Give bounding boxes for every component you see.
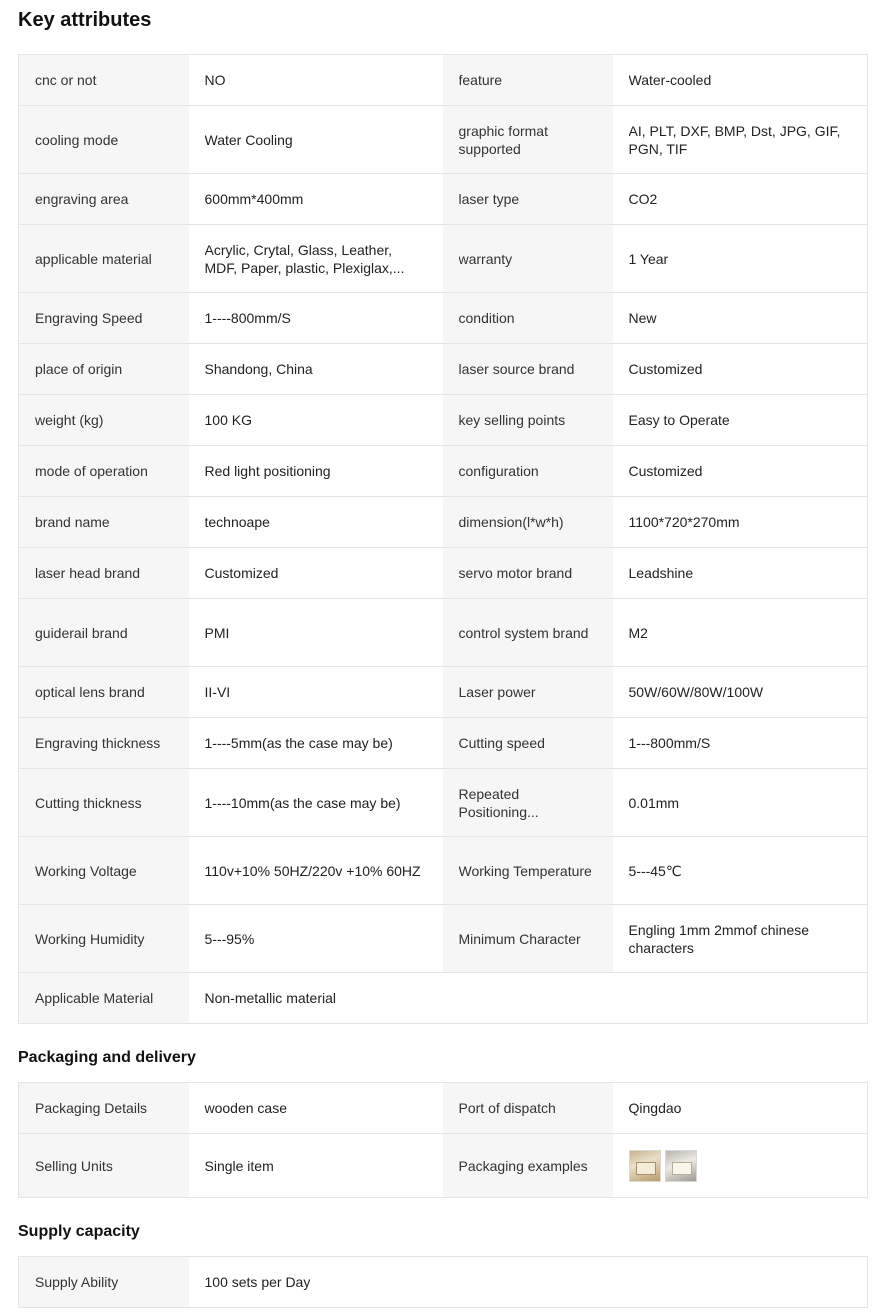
- packaging-examples-cell: [613, 1134, 868, 1198]
- attribute-label-text: Working Temperature: [458, 862, 592, 879]
- attribute-value: [189, 344, 443, 395]
- attribute-value-text: Easy to Operate: [628, 412, 730, 428]
- attribute-label: [443, 667, 613, 718]
- attribute-value: [613, 497, 868, 548]
- table-row: [19, 769, 868, 837]
- attribute-value-text: II-VI: [204, 684, 231, 700]
- attribute-label-text: Working Humidity: [35, 930, 145, 947]
- attribute-label-text: condition: [458, 310, 515, 326]
- attribute-value-text: Customized: [628, 463, 703, 479]
- attribute-value: [189, 667, 443, 718]
- attribute-label: [19, 106, 189, 174]
- attribute-label-text: Repeated Positioning...: [458, 785, 539, 820]
- packaging-table: [18, 1082, 868, 1198]
- table-row: [19, 1134, 868, 1198]
- attribute-label: [19, 667, 189, 718]
- attribute-value: [189, 293, 443, 344]
- attribute-label: [443, 225, 613, 293]
- attribute-label: [19, 769, 189, 837]
- attribute-value: [613, 599, 868, 667]
- attribute-value-text: 600mm*400mm: [204, 191, 304, 207]
- attribute-value-text: Non-metallic material: [204, 990, 336, 1006]
- attribute-label-text: cnc or not: [35, 72, 97, 88]
- attribute-value: [613, 667, 868, 718]
- attribute-value: [613, 446, 868, 497]
- attribute-label: [443, 769, 613, 837]
- attribute-value-text: PMI: [204, 624, 230, 641]
- table-row: [19, 1257, 868, 1308]
- attribute-label: [19, 599, 189, 667]
- attribute-value: [189, 905, 443, 973]
- table-row: [19, 718, 868, 769]
- table-row: [19, 446, 868, 497]
- attribute-value: [189, 548, 443, 599]
- table-row: [19, 599, 868, 667]
- attribute-value: [189, 106, 443, 174]
- attribute-label: [19, 344, 189, 395]
- attribute-label: [19, 446, 189, 497]
- attribute-value-text: New: [628, 310, 657, 326]
- table-row: [19, 344, 868, 395]
- attribute-label-text: Working Voltage: [35, 862, 137, 879]
- attribute-label-text: weight (kg): [35, 412, 104, 428]
- attribute-label-text: dimension(l*w*h): [458, 514, 564, 530]
- attribute-value: [189, 225, 443, 293]
- attribute-label: [443, 446, 613, 497]
- attribute-value: [189, 973, 868, 1024]
- attribute-value-text: Water-cooled: [628, 72, 712, 88]
- attribute-label-text: configuration: [458, 463, 539, 479]
- supply-table: [18, 1256, 868, 1308]
- attribute-value: [189, 497, 443, 548]
- attribute-value: [189, 395, 443, 446]
- table-row: [19, 837, 868, 905]
- key-attributes-table: [18, 54, 868, 1024]
- attribute-label-text: place of origin: [35, 361, 123, 377]
- attribute-value: [613, 225, 868, 293]
- attribute-value: [189, 718, 443, 769]
- attribute-value-text: 1---800mm/S: [628, 735, 711, 751]
- attribute-label-text: laser type: [458, 191, 520, 207]
- attribute-label-text: optical lens brand: [35, 684, 145, 700]
- table-row: [19, 1083, 868, 1134]
- table-row: [19, 225, 868, 293]
- attribute-label-text: Laser power: [458, 684, 536, 700]
- attribute-label: [443, 548, 613, 599]
- attribute-value: [189, 446, 443, 497]
- attribute-label-text: Cutting speed: [458, 735, 545, 751]
- attribute-label: Packaging examples: [443, 1134, 613, 1198]
- attribute-value-text: 5---95%: [204, 930, 255, 947]
- attribute-label: [19, 973, 189, 1024]
- attribute-value-text: NO: [204, 72, 226, 88]
- attribute-value-text: Engling 1mm 2mmof chinese characters: [628, 921, 810, 956]
- attribute-value: [189, 599, 443, 667]
- attribute-label: [443, 905, 613, 973]
- attribute-value: Single item: [189, 1134, 443, 1198]
- attribute-value: [613, 905, 868, 973]
- attribute-value-text: Customized: [628, 361, 703, 377]
- table-row: [19, 905, 868, 973]
- attribute-label: [443, 106, 613, 174]
- attribute-value-text: 1----10mm(as the case may be): [204, 794, 401, 811]
- attribute-value: [613, 718, 868, 769]
- attribute-label-text: warranty: [458, 250, 513, 267]
- attribute-value-text: 1----800mm/S: [204, 310, 291, 326]
- attribute-label: [443, 395, 613, 446]
- attribute-label: [19, 497, 189, 548]
- attribute-value-text: M2: [628, 624, 648, 641]
- attribute-label: [443, 344, 613, 395]
- attribute-label: [443, 497, 613, 548]
- attribute-value-text: 100 KG: [204, 412, 252, 428]
- attribute-label-text: Cutting thickness: [35, 794, 142, 811]
- attribute-label: [19, 837, 189, 905]
- attribute-value: wooden case: [189, 1083, 443, 1134]
- attribute-value: Qingdao: [613, 1083, 868, 1134]
- attribute-label: [19, 718, 189, 769]
- attribute-value: [613, 293, 868, 344]
- table-row: [19, 106, 868, 174]
- table-row: [19, 55, 868, 106]
- attribute-value: [189, 769, 443, 837]
- table-row: [19, 497, 868, 548]
- key-attributes-heading: Key attributes: [18, 9, 152, 31]
- attribute-label-text: graphic format supported: [458, 122, 548, 157]
- attribute-label-text: cooling mode: [35, 131, 119, 148]
- attribute-value: 100 sets per Day: [189, 1257, 868, 1308]
- attribute-label-text: laser source brand: [458, 361, 575, 377]
- table-row: [19, 667, 868, 718]
- attribute-label-text: mode of operation: [35, 463, 148, 479]
- attribute-label-text: brand name: [35, 514, 110, 530]
- attribute-label-text: applicable material: [35, 250, 152, 267]
- attribute-label-text: key selling points: [458, 412, 566, 428]
- attribute-label: [443, 55, 613, 106]
- attribute-label: [443, 293, 613, 344]
- attribute-value: [613, 106, 868, 174]
- attribute-label: [443, 837, 613, 905]
- attribute-value: [613, 344, 868, 395]
- attribute-value: [189, 837, 443, 905]
- attribute-label: [19, 395, 189, 446]
- attribute-value-text: 1100*720*270mm: [628, 514, 740, 530]
- attribute-value-text: CO2: [628, 191, 658, 207]
- attribute-label-text: engraving area: [35, 191, 129, 207]
- attribute-value-text: 1----5mm(as the case may be): [204, 735, 393, 751]
- attribute-value-text: 1 Year: [628, 250, 669, 267]
- attribute-value-text: Acrylic, Crytal, Glass, Leather, MDF, Paper, plastic, Plexiglax,...: [204, 241, 405, 276]
- attribute-value-text: 110v+10% 50HZ/220v +10% 60HZ: [204, 862, 421, 879]
- attribute-label: [19, 548, 189, 599]
- attribute-label-text: Minimum Character: [458, 930, 581, 947]
- attribute-value: [189, 55, 443, 106]
- attribute-label: Packaging Details: [19, 1083, 189, 1134]
- packaging-example-thumbnail[interactable]: [665, 1150, 697, 1182]
- packaging-heading: Packaging and delivery: [18, 1049, 196, 1066]
- table-row: [19, 395, 868, 446]
- attribute-label-text: servo motor brand: [458, 565, 573, 581]
- attribute-value-text: Customized: [204, 565, 279, 581]
- attribute-value-text: AI, PLT, DXF, BMP, Dst, JPG, GIF, PGN, TIF: [628, 122, 841, 157]
- attribute-value: [613, 769, 868, 837]
- attribute-value-text: 0.01mm: [628, 794, 680, 811]
- attribute-value-text: technoape: [204, 514, 270, 530]
- attribute-label: [19, 293, 189, 344]
- attribute-label: [19, 225, 189, 293]
- attribute-label: [443, 599, 613, 667]
- attribute-value: [613, 174, 868, 225]
- attribute-label: [19, 174, 189, 225]
- supply-capacity-heading: Supply capacity: [18, 1223, 140, 1240]
- attribute-label: Supply Ability: [19, 1257, 189, 1308]
- attribute-label-text: Applicable Material: [35, 990, 154, 1006]
- attribute-value: [613, 548, 868, 599]
- attribute-label-text: control system brand: [458, 624, 589, 641]
- attribute-value-text: 50W/60W/80W/100W: [628, 684, 764, 700]
- table-row: [19, 293, 868, 344]
- attribute-value-text: 5---45℃: [628, 862, 682, 879]
- attribute-value: [613, 837, 868, 905]
- attribute-value-text: Water Cooling: [204, 131, 293, 148]
- attribute-value-text: Red light positioning: [204, 463, 331, 479]
- attribute-label: Selling Units: [19, 1134, 189, 1198]
- attribute-value-text: Leadshine: [628, 565, 694, 581]
- packaging-thumbnails: [629, 1150, 852, 1182]
- attribute-label-text: Engraving thickness: [35, 735, 161, 751]
- attribute-label-text: feature: [458, 72, 503, 88]
- packaging-example-thumbnail[interactable]: [629, 1150, 661, 1182]
- attribute-label: [19, 905, 189, 973]
- table-row: [19, 174, 868, 225]
- attribute-label-text: Engraving Speed: [35, 310, 143, 326]
- attribute-value: [189, 174, 443, 225]
- table-row: [19, 548, 868, 599]
- attribute-value: [613, 395, 868, 446]
- attribute-label: Port of dispatch: [443, 1083, 613, 1134]
- attribute-label: [443, 718, 613, 769]
- attribute-value-text: Shandong, China: [204, 361, 313, 377]
- attribute-label-text: laser head brand: [35, 565, 141, 581]
- attribute-label-text: guiderail brand: [35, 624, 128, 641]
- attribute-value: [613, 55, 868, 106]
- table-row: [19, 973, 868, 1024]
- attribute-label: [19, 55, 189, 106]
- attribute-label: [443, 174, 613, 225]
